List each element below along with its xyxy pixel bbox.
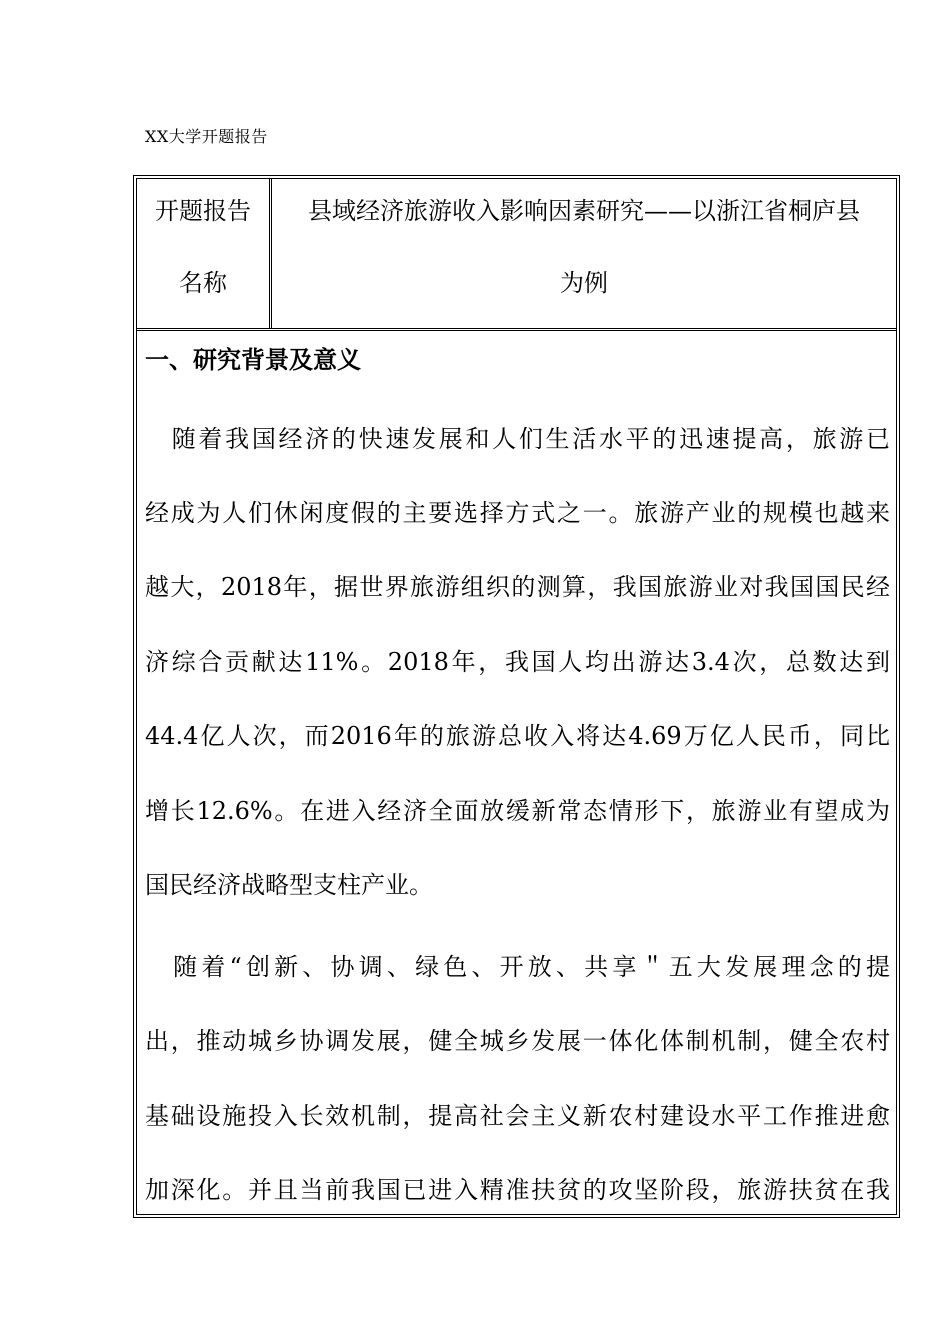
paragraph-line: 国民经济战略型支柱产业。 xyxy=(145,871,433,899)
title-text-line2: 为例 xyxy=(560,269,608,297)
title-label-cell xyxy=(137,179,272,328)
title-label-line1: 开题报告 xyxy=(155,197,251,225)
title-text-cell xyxy=(272,179,896,328)
paragraph-line: 增长12.6%。在进入经济全面放缓新常态情形下，旅游业有望成为 xyxy=(145,797,890,825)
paragraph-line: 出，推动城乡协调发展，健全城乡发展一体化体制机制，健全农村 xyxy=(145,1027,890,1055)
title-text-line1: 县域经济旅游收入影响因素研究——以浙江省桐庐县 xyxy=(308,197,860,225)
paragraph-line: 越大，2018年，据世界旅游组织的测算，我国旅游业对我国国民经 xyxy=(145,573,890,601)
section-heading: 一、研究背景及意义 xyxy=(145,345,361,374)
report-table xyxy=(133,175,900,1218)
title-row xyxy=(137,179,896,331)
paragraph-line: 44.4亿人次，而2016年的旅游总收入将达4.69万亿人民币，同比 xyxy=(145,722,890,750)
paragraph-line: 随着“创新、协调、绿色、开放、共享＂五大发展理念的提 xyxy=(145,953,890,981)
paragraph-line: 基础设施投入长效机制，提高社会主义新农村建设水平工作推进愈 xyxy=(145,1102,890,1130)
document-header: XX大学开题报告 xyxy=(145,127,268,146)
title-label-line2: 名称 xyxy=(179,269,227,297)
paragraph-line: 经成为人们休闲度假的主要选择方式之一。旅游产业的规模也越来 xyxy=(145,499,890,527)
paragraph-line: 济综合贡献达11%。2018年，我国人均出游达3.4次，总数达到 xyxy=(145,648,890,676)
paragraph-line: 随着我国经济的快速发展和人们生活水平的迅速提高，旅游已 xyxy=(145,425,890,453)
paragraph-line: 加深化。并且当前我国已进入精准扶贫的攻坚阶段，旅游扶贫在我 xyxy=(145,1176,890,1204)
